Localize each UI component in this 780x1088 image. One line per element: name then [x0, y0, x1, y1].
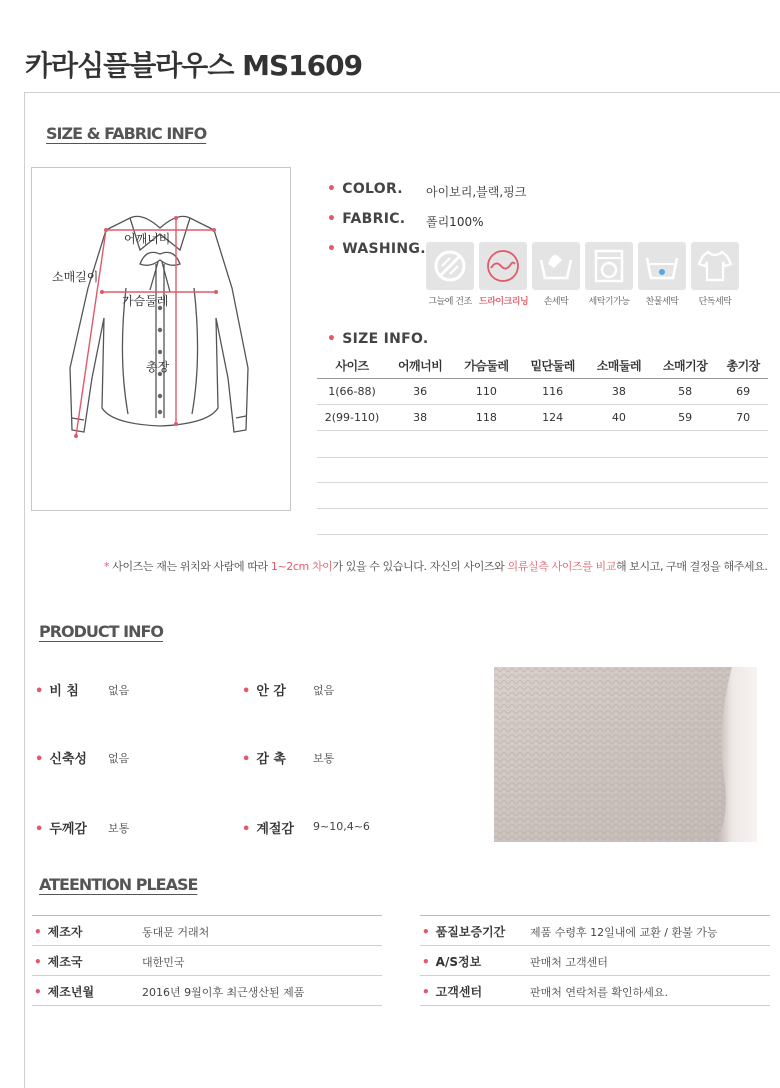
size-cell: 118: [453, 404, 519, 430]
table-row: [32, 946, 382, 976]
size-notice: * 사이즈는 재는 위치와 사람에 따라 1~2cm 차이가 있을 수 있습니다. 자신의 사이즈와 의류실측 사이즈를 비교해 보시고, 구매 결정을 해주세요.: [104, 560, 768, 573]
fabric-spec-value: 폴리100%: [426, 215, 484, 229]
size-cell: 58: [652, 378, 718, 404]
size-cell: 116: [520, 378, 586, 404]
attention-value: 판매처 고객센터: [530, 956, 608, 969]
size-header-cell: 소매둘레: [586, 354, 652, 378]
product-info-label: • 신축성: [35, 752, 87, 767]
size-cell: 38: [387, 404, 453, 430]
size-cell: 124: [520, 404, 586, 430]
size-header-cell: 총기장: [718, 354, 768, 378]
blouse-illustration: [32, 168, 292, 512]
size-cell: 38: [586, 378, 652, 404]
cold-water-icon: [638, 242, 686, 290]
attention-label: • A/S정보: [422, 955, 482, 969]
attention-value: 판매처 연락처를 확인하세요.: [530, 986, 669, 999]
attention-label: • 품질보증기간: [422, 925, 506, 939]
size-cell: 70: [718, 404, 768, 430]
diagram-label-shoulder: 어깨너비: [124, 232, 171, 246]
section-title-attention: ATEENTION PLEASE: [39, 875, 198, 894]
color-spec-value: 아이보리,블랙,핑크: [426, 185, 527, 199]
table-row: [32, 916, 382, 946]
product-info-label: • 두께감: [35, 822, 87, 837]
attention-value: 제품 수령후 12일내에 교환 / 환불 가능: [530, 926, 718, 939]
blouse-measure-diagram: [31, 167, 291, 511]
attention-label: • 제조자: [34, 925, 83, 939]
size-cell: 2(99-110): [317, 404, 387, 430]
table-row: [32, 976, 382, 1006]
product-info-label: • 감 촉: [242, 752, 286, 767]
table-row: [420, 916, 770, 946]
product-info-label: • 안 감: [242, 684, 286, 699]
dry-clean-icon: [479, 242, 527, 290]
attention-value: 대한민국: [142, 956, 185, 969]
washing-label: 그늘에 건조: [428, 297, 472, 307]
washing-label: 손세탁: [543, 297, 569, 307]
frame-divider-left: [24, 92, 25, 1088]
table-row: [317, 378, 768, 404]
size-cell: 59: [652, 404, 718, 430]
size-header-cell: 어깨너비: [387, 354, 453, 378]
washing-spec-label: • WASHING.: [327, 241, 426, 257]
size-cell: 36: [387, 378, 453, 404]
product-info-value: 없음: [108, 684, 130, 697]
product-title: 카라심플블라우스 MS1609: [25, 49, 363, 82]
product-info-value: 없음: [313, 684, 335, 697]
size-header-cell: 소매기장: [652, 354, 718, 378]
washing-item-washing-machine: [585, 242, 633, 307]
washing-label: 드라이크리닝: [479, 297, 529, 307]
shade-dry-icon: [426, 242, 474, 290]
size-header-cell: 밑단둘레: [520, 354, 586, 378]
table-empty-line: [317, 482, 768, 483]
size-info-label: • SIZE INFO.: [327, 331, 429, 347]
product-info-value: 없음: [108, 752, 130, 765]
table-empty-line: [317, 508, 768, 509]
table-row: [317, 404, 768, 430]
diagram-label-chest: 가슴둘레: [122, 294, 169, 308]
size-header-cell: 사이즈: [317, 354, 387, 378]
attention-label: • 고객센터: [422, 985, 483, 999]
diagram-label-length: 총장: [146, 360, 170, 374]
table-row: [420, 946, 770, 976]
product-info-value: 보통: [108, 822, 130, 835]
washing-item-dry-clean: [479, 242, 527, 307]
attention-label: • 제조년월: [34, 985, 95, 999]
size-cell: 110: [453, 378, 519, 404]
frame-divider-top: [24, 92, 780, 93]
product-info-value: 9~10,4~6: [313, 820, 370, 833]
product-info-label: • 비 침: [35, 684, 79, 699]
washing-item-shade-dry: [426, 242, 474, 307]
table-empty-line: [317, 534, 768, 535]
product-info-label: • 계절감: [242, 822, 294, 837]
washing-machine-icon: [585, 242, 633, 290]
color-spec-label: • COLOR.: [327, 181, 403, 197]
washing-label: 찬물세탁: [645, 297, 679, 307]
attention-value: 동대문 거래처: [142, 926, 210, 939]
washing-item-cold-water: [638, 242, 686, 307]
size-cell: 69: [718, 378, 768, 404]
separate-wash-icon: [691, 242, 739, 290]
washing-label: 세탁기가능: [588, 297, 630, 307]
hand-wash-icon: [532, 242, 580, 290]
size-table: [317, 354, 768, 431]
table-row: [420, 976, 770, 1006]
diagram-label-sleeve: 소매길이: [52, 270, 99, 284]
fabric-swatch-image: [494, 667, 757, 842]
section-title-size-fabric: SIZE & FABRIC INFO: [46, 124, 207, 143]
washing-item-hand-wash: [532, 242, 580, 307]
fabric-spec-label: • FABRIC.: [327, 211, 406, 227]
washing-item-separate-wash: [691, 242, 739, 307]
washing-label: 단독세탁: [698, 297, 732, 307]
section-title-product-info: PRODUCT INFO: [39, 622, 164, 641]
product-info-value: 보통: [313, 752, 335, 765]
size-header-cell: 가슴둘레: [453, 354, 519, 378]
size-cell: 1(66-88): [317, 378, 387, 404]
size-cell: 40: [586, 404, 652, 430]
table-empty-line: [317, 457, 768, 458]
size-table-header: [317, 354, 768, 378]
attention-label: • 제조국: [34, 955, 83, 969]
attention-value: 2016년 9월이후 최근생산된 제품: [142, 986, 305, 999]
